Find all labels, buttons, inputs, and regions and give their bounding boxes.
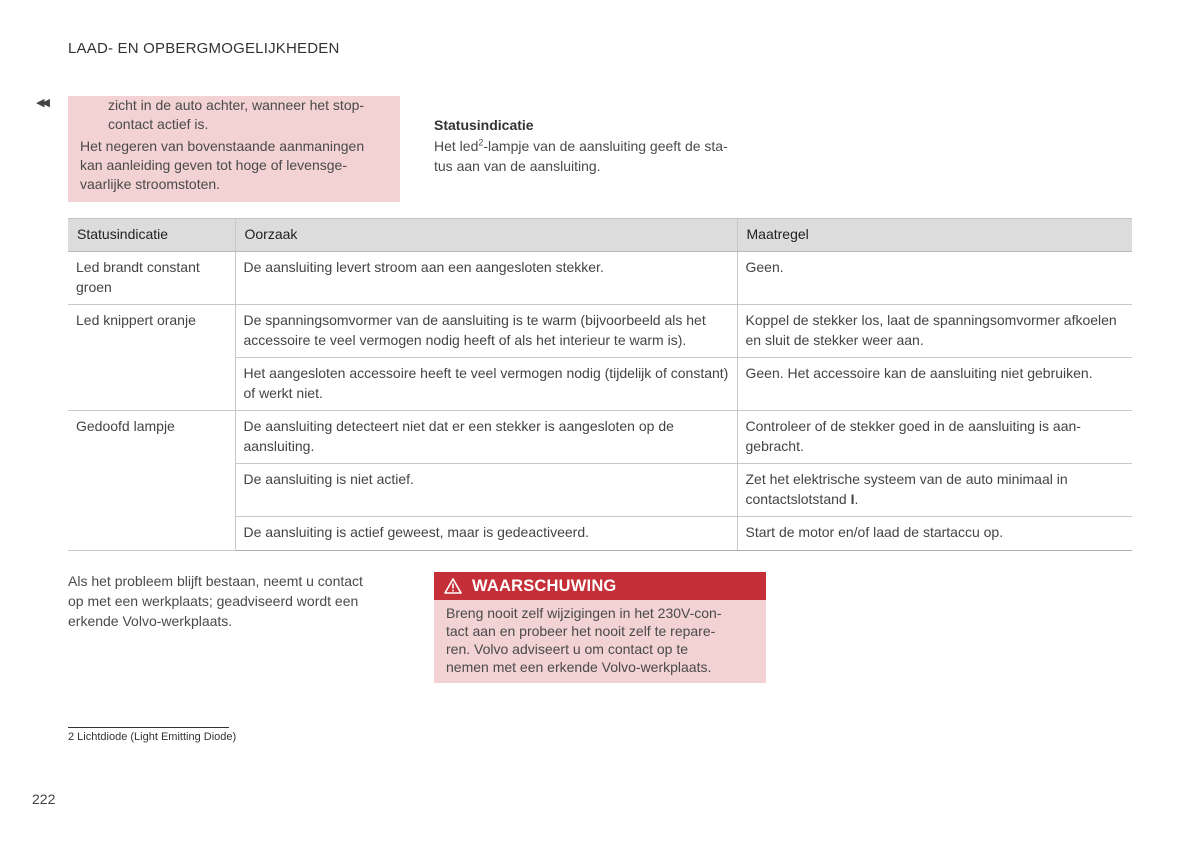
section-header: LAAD- EN OPBERGMOGELIJKHEDEN (68, 40, 340, 57)
warning-text: Breng nooit zelf wijzigingen in het 230V-con- tact aan en probeer het nooit zelf te repare- ren. Volvo adviseert u om contact op te nemen met een erkende Volvo-werkplaats. (446, 605, 722, 675)
table-row (68, 252, 1132, 305)
action-cell: Geen. Het accessoire kan de aansluiting niet gebruiken. (737, 358, 1132, 411)
cause-cell: De aansluiting is actief geweest, maar is gedeactiveerd. (235, 517, 737, 551)
action-cell: Koppel de stekker los, laat de spanningsomvormer afkoelen en sluit de stekker weer aan. (737, 305, 1132, 358)
status-cell: Led brandt constant groen (68, 252, 235, 305)
cause-cell: De spanningsomvormer van de aansluiting is te warm (bijvoorbeeld als het accessoire te veel vermogen nodig heeft of als het interieur te warm is). (235, 305, 737, 358)
warning-title: WAARSCHUWING (472, 576, 617, 595)
double-left-arrow-icon[interactable]: ◀◀ (36, 97, 47, 109)
status-section-text: Het led$^2$-lampje van de aansluiting geeft de sta- tus aan van de aansluiting. (434, 137, 728, 174)
table-header-status: Statusindicatie (68, 219, 235, 252)
status-section-title: Statusindicatie (434, 117, 534, 133)
footnote: 2 Lichtdiode (Light Emitting Diode) (68, 731, 237, 743)
action-cell: Geen. (737, 252, 1132, 305)
footnote-ref-2[interactable]: 2 (478, 137, 484, 148)
footnote-divider (68, 727, 229, 728)
table-header-row (68, 219, 1132, 252)
table-row (68, 411, 1132, 464)
caution-continued-box (68, 96, 400, 202)
contact-workshop-text: Als het probleem blijft bestaan, neemt u contact op met een werkplaats; geadviseerd wordt een erkende Volvo-werkplaats. (68, 573, 363, 629)
cause-cell: De aansluiting levert stroom aan een aangesloten stekker. (235, 252, 737, 305)
status-section (434, 115, 764, 176)
cause-cell: De aansluiting is niet actief. (235, 464, 737, 517)
page-number: 222 (32, 791, 56, 807)
action-cell: Controleer of de stekker goed in de aansluiting is aan-gebracht. (737, 411, 1132, 464)
status-table (68, 218, 1132, 551)
table-header-cause: Oorzaak (235, 219, 737, 252)
action-cell: Zet het elektrische systeem van de auto minimaal in contactslotstand I. (737, 464, 1132, 517)
table-header-action: Maatregel (737, 219, 1132, 252)
ignition-position-label: I (850, 490, 855, 507)
warning-header (434, 572, 766, 600)
action-cell: Start de motor en/of laad de startaccu op. (737, 517, 1132, 551)
caution-paragraph: Het negeren van bovenstaande aanmaningen kan aanleiding geven tot hoge of levensge- vaarlijke stroomstoten. (80, 138, 365, 192)
status-cell: Led knippert oranje (68, 305, 235, 411)
caution-continued-text: zicht in de auto achter, wanneer het stop- contact actief is. (108, 97, 365, 132)
warning-box (434, 572, 766, 683)
table-row (68, 305, 1132, 358)
cause-cell: Het aangesloten accessoire heeft te veel vermogen nodig (tijdelijk of constant) of werkt niet. (235, 358, 737, 411)
cause-cell: De aansluiting detecteert niet dat er een stekker is aangesloten op de aansluiting. (235, 411, 737, 464)
warning-triangle-icon (444, 578, 462, 594)
status-cell: Gedoofd lampje (68, 411, 235, 551)
